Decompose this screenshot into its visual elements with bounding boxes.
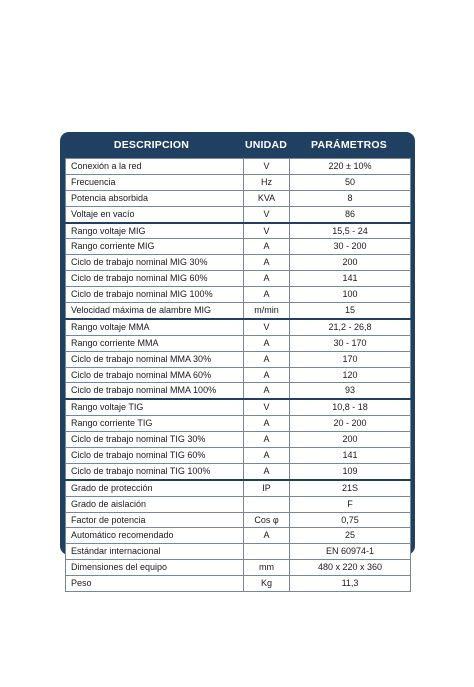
table-row	[66, 480, 411, 496]
table-row	[66, 206, 411, 222]
row-unit: A	[244, 463, 290, 479]
row-value: 30 - 200	[290, 239, 411, 255]
row-value: 86	[290, 206, 411, 222]
row-description: Dimensiones del equipo	[66, 560, 244, 576]
row-value: 0,75	[290, 512, 411, 528]
table-row	[66, 432, 411, 448]
row-unit: A	[244, 448, 290, 464]
table-row	[66, 190, 411, 206]
table-header	[60, 132, 415, 158]
row-description: Estándar internacional	[66, 544, 244, 560]
table-row	[66, 528, 411, 544]
row-unit: IP	[244, 480, 290, 496]
row-value: 220 ± 10%	[290, 159, 411, 175]
row-description: Frecuencia	[66, 174, 244, 190]
table-row	[66, 351, 411, 367]
table-row	[66, 399, 411, 415]
table-row	[66, 544, 411, 560]
row-unit: V	[244, 159, 290, 175]
row-description: Rango corriente MMA	[66, 335, 244, 351]
row-description: Voltaje en vacío	[66, 206, 244, 222]
row-description: Rango voltaje MMA	[66, 319, 244, 335]
row-unit: A	[244, 271, 290, 287]
row-unit: V	[244, 223, 290, 239]
row-description: Velocidad máxima de alambre MIG	[66, 303, 244, 319]
row-description: Rango voltaje MIG	[66, 223, 244, 239]
row-description: Factor de potencia	[66, 512, 244, 528]
row-description: Potencia absorbida	[66, 190, 244, 206]
row-description: Ciclo de trabajo nominal TIG 30%	[66, 432, 244, 448]
table-row	[66, 255, 411, 271]
row-value: 93	[290, 383, 411, 399]
row-description: Ciclo de trabajo nominal MIG 60%	[66, 271, 244, 287]
row-description: Grado de protección	[66, 480, 244, 496]
row-unit: V	[244, 206, 290, 222]
row-description: Rango corriente TIG	[66, 416, 244, 432]
spec-table	[65, 158, 411, 592]
row-value: 8	[290, 190, 411, 206]
table-row	[66, 448, 411, 464]
row-description: Grado de aislación	[66, 496, 244, 512]
table-row	[66, 239, 411, 255]
row-unit: A	[244, 351, 290, 367]
row-unit: m/min	[244, 303, 290, 319]
table-row	[66, 576, 411, 592]
table-row	[66, 174, 411, 190]
row-value: 25	[290, 528, 411, 544]
row-value: 141	[290, 271, 411, 287]
table-row	[66, 367, 411, 383]
table-row	[66, 416, 411, 432]
row-unit: A	[244, 383, 290, 399]
row-description: Ciclo de trabajo nominal MMA 100%	[66, 383, 244, 399]
row-description: Conexión a la red	[66, 159, 244, 175]
row-value: 100	[290, 287, 411, 303]
spec-table-body	[66, 159, 411, 592]
table-row	[66, 335, 411, 351]
row-unit	[244, 544, 290, 560]
row-unit: A	[244, 528, 290, 544]
row-description: Ciclo de trabajo nominal MMA 30%	[66, 351, 244, 367]
row-description: Ciclo de trabajo nominal TIG 60%	[66, 448, 244, 464]
row-unit: V	[244, 319, 290, 335]
row-unit: A	[244, 432, 290, 448]
table-row	[66, 319, 411, 335]
row-description: Rango corriente MIG	[66, 239, 244, 255]
row-value: 170	[290, 351, 411, 367]
row-value: 109	[290, 463, 411, 479]
row-value: 20 - 200	[290, 416, 411, 432]
row-unit: V	[244, 399, 290, 415]
row-value: 10,8 - 18	[290, 399, 411, 415]
table-row	[66, 271, 411, 287]
row-value: 120	[290, 367, 411, 383]
table-row	[66, 512, 411, 528]
table-row	[66, 287, 411, 303]
table-row	[66, 223, 411, 239]
table-row	[66, 496, 411, 512]
header-descripcion: DESCRIPCION	[113, 139, 190, 151]
table-row	[66, 560, 411, 576]
row-description: Ciclo de trabajo nominal MIG 100%	[66, 287, 244, 303]
row-value: 15	[290, 303, 411, 319]
row-description: Ciclo de trabajo nominal TIG 100%	[66, 463, 244, 479]
table-row	[66, 383, 411, 399]
table-row	[66, 303, 411, 319]
row-unit: A	[244, 287, 290, 303]
row-unit: mm	[244, 560, 290, 576]
row-value: 11,3	[290, 576, 411, 592]
row-unit: Cos φ	[244, 512, 290, 528]
row-unit: A	[244, 239, 290, 255]
spec-table-frame	[60, 132, 415, 589]
row-value: 200	[290, 432, 411, 448]
row-value: 200	[290, 255, 411, 271]
row-unit: Kg	[244, 576, 290, 592]
table-row	[66, 463, 411, 479]
row-value: 15,5 - 24	[290, 223, 411, 239]
row-unit: Hz	[244, 174, 290, 190]
row-unit: A	[244, 255, 290, 271]
row-unit: A	[244, 416, 290, 432]
row-unit: A	[244, 335, 290, 351]
row-value: 141	[290, 448, 411, 464]
row-unit: A	[244, 367, 290, 383]
row-unit	[244, 496, 290, 512]
row-value: F	[290, 496, 411, 512]
row-description: Automático recomendado	[66, 528, 244, 544]
header-parametros: PARÁMETROS	[311, 139, 387, 151]
row-description: Ciclo de trabajo nominal MIG 30%	[66, 255, 244, 271]
row-value: 30 - 170	[290, 335, 411, 351]
row-description: Rango voltaje TIG	[66, 399, 244, 415]
header-unidad: UNIDAD	[244, 139, 288, 151]
row-value: 50	[290, 174, 411, 190]
row-unit: KVA	[244, 190, 290, 206]
row-value: EN 60974-1	[290, 544, 411, 560]
row-description: Ciclo de trabajo nominal MMA 60%	[66, 367, 244, 383]
table-row	[66, 159, 411, 175]
row-value: 21,2 - 26,8	[290, 319, 411, 335]
row-value: 480 x 220 x 360	[290, 560, 411, 576]
row-description: Peso	[66, 576, 244, 592]
row-value: 21S	[290, 480, 411, 496]
